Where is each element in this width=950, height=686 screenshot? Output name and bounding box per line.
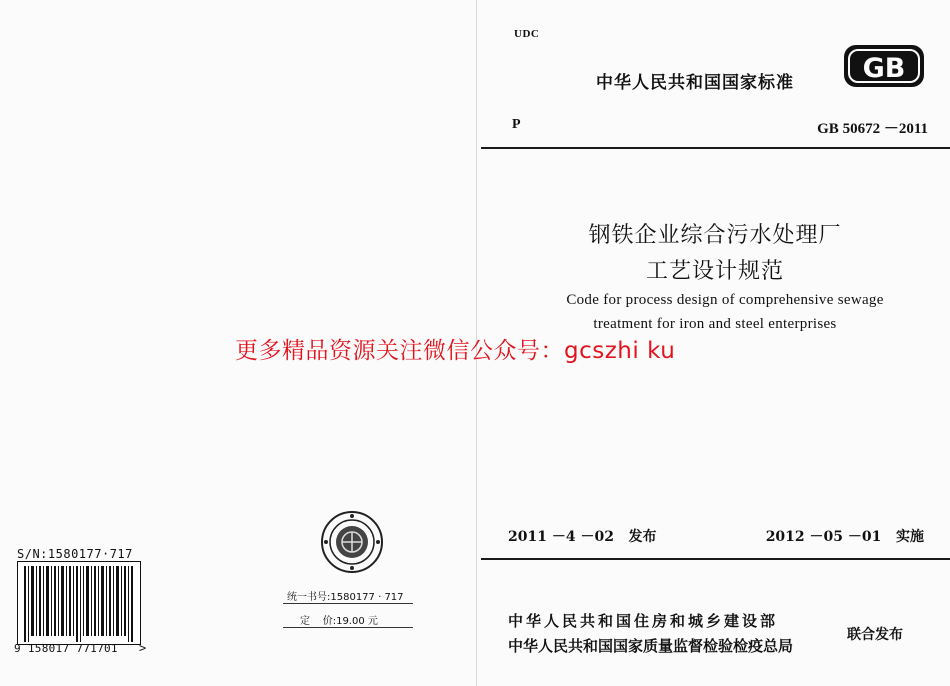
serial-number: S/N:1580177·717	[17, 547, 133, 561]
title-en-line1: Code for process design of comprehensive sewage	[566, 292, 884, 308]
publisher-seal-icon	[320, 510, 384, 574]
title-cn-line1: 钢铁企业综合污水处理厂	[588, 223, 842, 248]
watermark-text: 更多精品资源关注微信公众号：gcszhi ku	[235, 338, 676, 364]
gb-logo-icon	[843, 44, 925, 88]
barcode-icon	[17, 561, 141, 645]
footer-rule	[481, 558, 950, 560]
category-code: P	[512, 117, 521, 132]
standard-number: GB 50672 －2011	[817, 121, 928, 137]
title-en-line2: treatment for iron and steel enterprises	[593, 316, 837, 332]
header-rule	[481, 147, 950, 149]
info-rule-upper	[283, 603, 413, 604]
info-rule-lower	[283, 627, 413, 628]
issue-date: 2011 －4 －02 发布	[508, 529, 657, 545]
implementation-date: 2012 －05 －01 实施	[765, 529, 924, 545]
price-label: 定 价:19.00 元	[300, 616, 378, 627]
gb-logo-text: GB	[862, 53, 906, 84]
publisher-line1: 中华人民共和国住房和城乡建设部	[508, 612, 779, 630]
barcode-arrow: >	[139, 641, 147, 655]
joint-issue-label: 联合发布	[847, 627, 903, 643]
standard-type: 中华人民共和国国家标准	[596, 73, 794, 93]
publisher-line2: 中华人民共和国国家质量监督检验检疫总局	[508, 637, 794, 655]
title-cn-line2: 工艺设计规范	[645, 259, 784, 284]
unified-book-number: 统一书号:1580177 · 717	[287, 592, 404, 603]
barcode-digits: 9 158017 771701	[14, 642, 118, 655]
udc-label: UDC	[514, 28, 540, 40]
